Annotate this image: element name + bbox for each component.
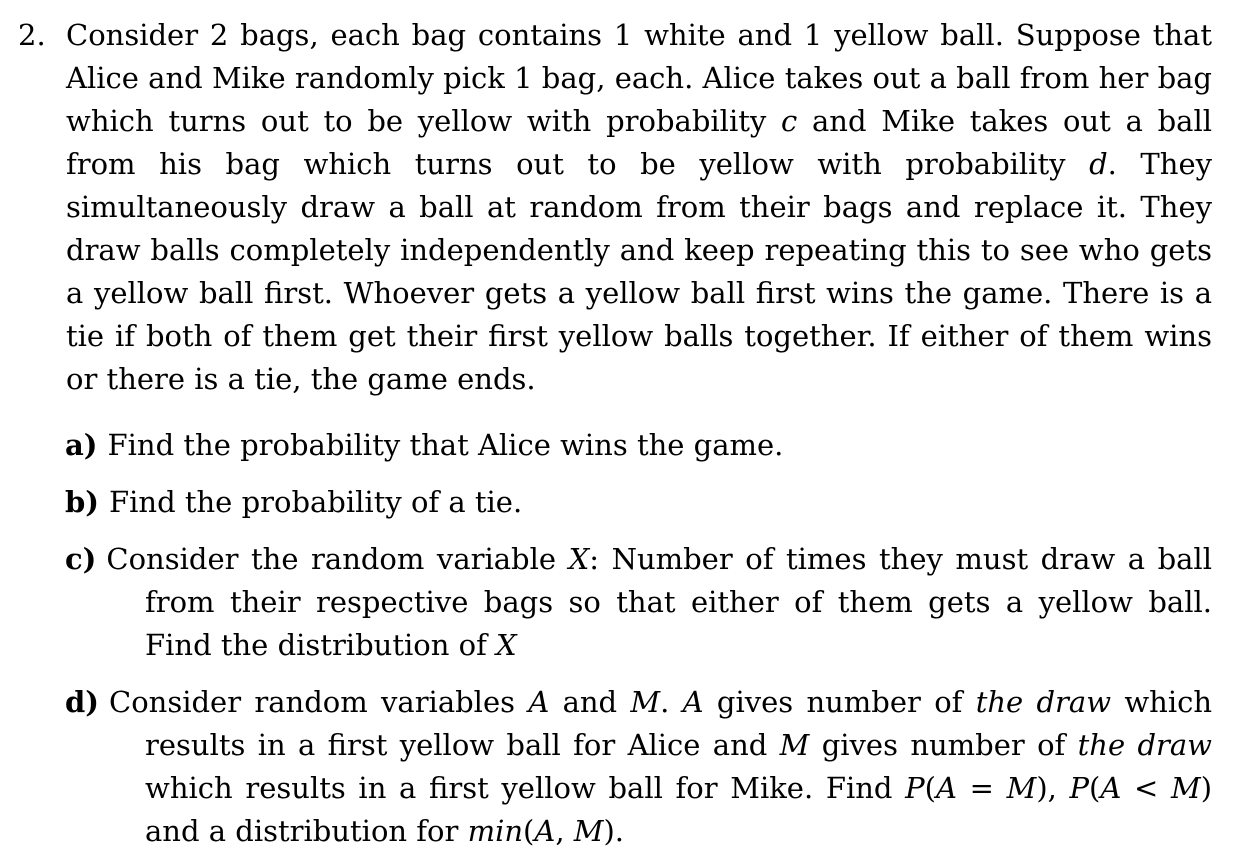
part-c-label: c) <box>65 542 97 576</box>
part-c <box>65 538 1212 667</box>
part-b-label: b) <box>65 485 99 519</box>
part-a <box>65 424 1212 467</box>
part-a-label: a) <box>65 428 98 462</box>
part-d-text: Consider random variables A and M. A gives number of the draw which results in a first yellow ball for Alice and M gives number of the draw which results in a first yellow ball for Mike. Find P(A = M), P(A < M) and a distribution for min(A, M). <box>109 685 1213 848</box>
problem-statement: Consider 2 bags, each bag contains 1 white and 1 yellow ball. Suppose that Alice and Mike randomly pick 1 bag, each. Alice takes out a ball from her bag which turns out to be yellow with probability c and Mike takes out a ball from his bag which turns out to be yellow with probability d. They simultaneously draw a ball at random from their bags and replace it. They draw balls completely independently and keep repeating this to see who gets a yellow ball first. Whoever gets a yellow ball first wins the game. There is a tie if both of them get their first yellow balls together. If either of them wins or there is a tie, the game ends. <box>66 18 1213 396</box>
problem-number: 2. <box>18 18 46 52</box>
part-d-label: d) <box>65 685 99 719</box>
part-a-text: Find the probability that Alice wins the game. <box>107 428 784 462</box>
part-b <box>65 481 1212 524</box>
problem-parts <box>65 424 1212 853</box>
part-d <box>65 681 1212 853</box>
problem-2 <box>18 14 1212 401</box>
part-b-text: Find the probability of a tie. <box>109 485 523 519</box>
part-c-text: Consider the random variable X: Number of times they must draw a ball from their respective bags so that either of them gets a yellow ball. Find the distribution of X <box>106 542 1212 662</box>
